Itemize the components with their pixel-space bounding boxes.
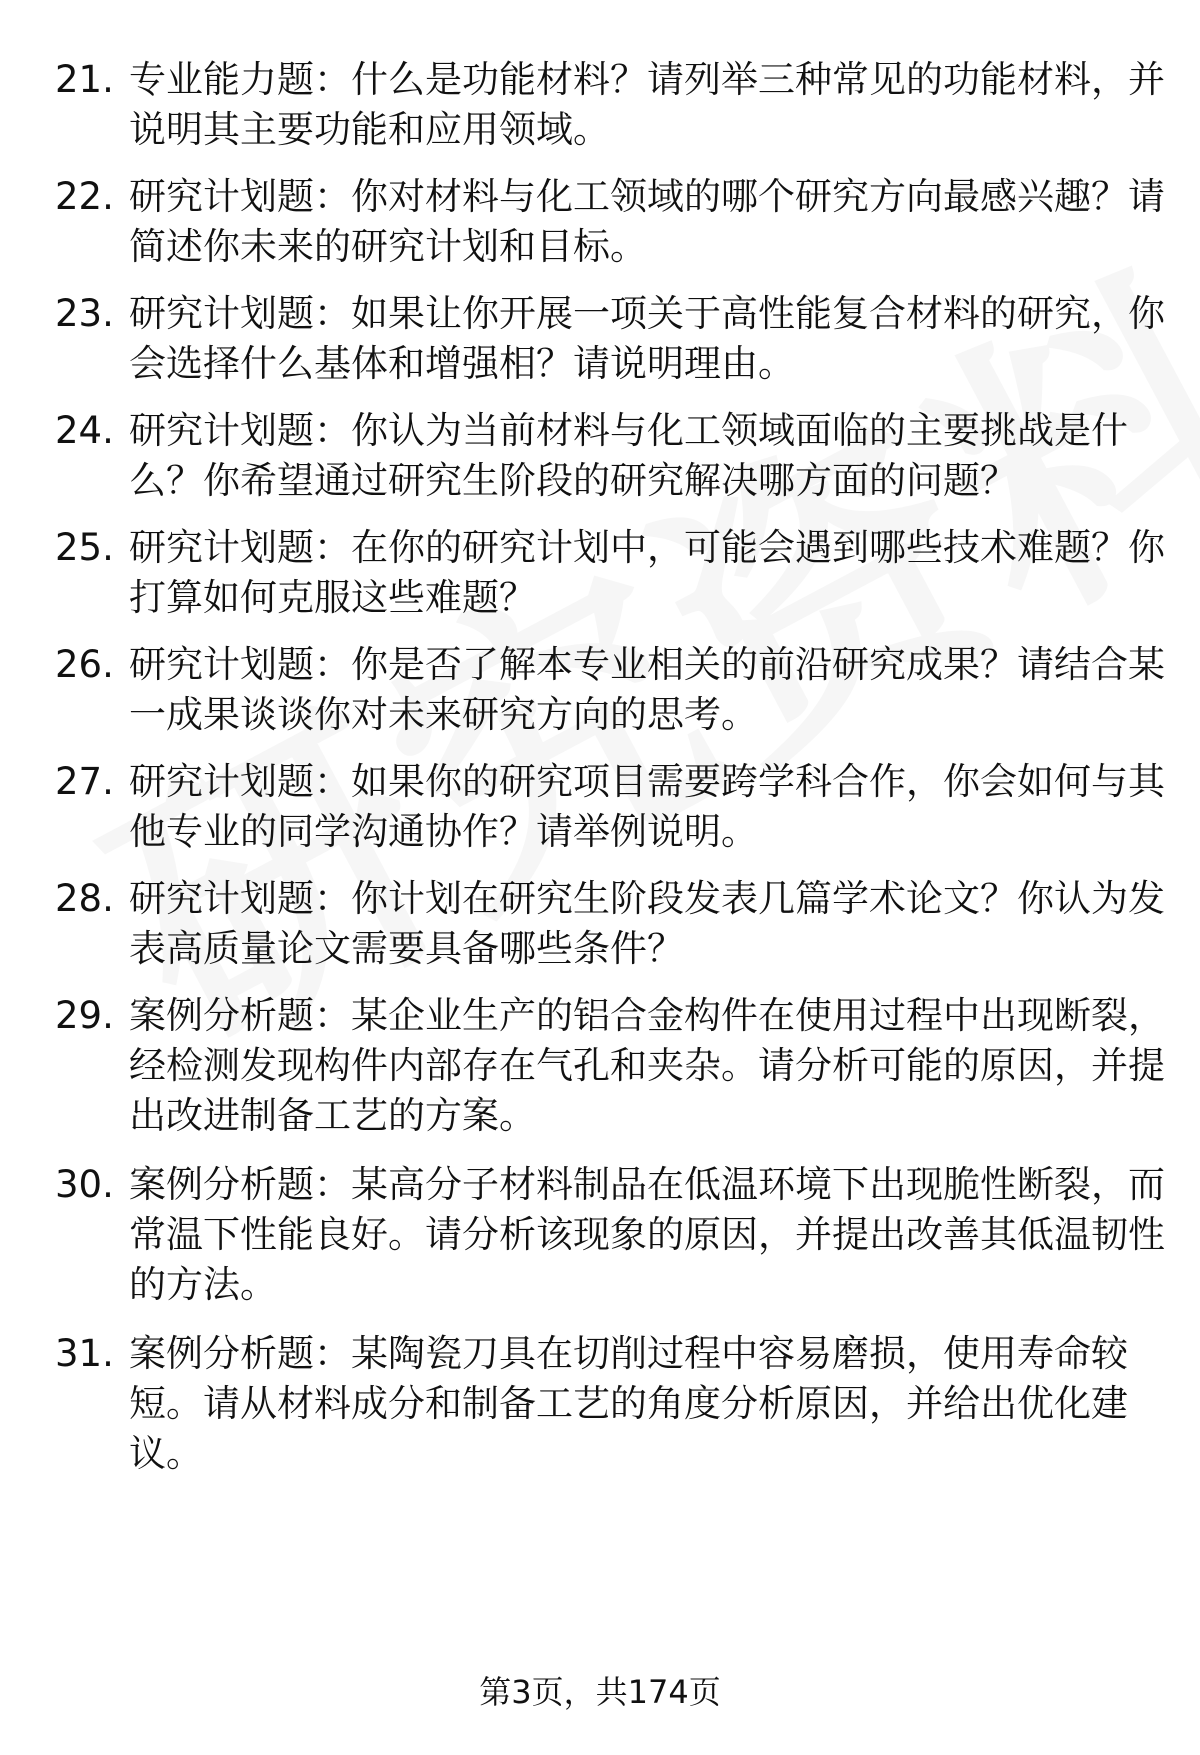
question-line: 案例分析题：某陶瓷刀具在切削过程中容易磨损，使用寿命较 bbox=[129, 1332, 1128, 1375]
question-text bbox=[129, 640, 1165, 740]
question-line: 案例分析题：某高分子材料制品在低温环境下出现脆性断裂，而 bbox=[129, 1163, 1165, 1206]
question-line: 他专业的同学沟通协作？请举例说明。 bbox=[129, 810, 758, 853]
question-number: 30. bbox=[55, 1163, 114, 1206]
page-number-label: 第3页，共174页 bbox=[479, 1673, 721, 1711]
question-line: 说明其主要功能和应用领域。 bbox=[129, 108, 610, 151]
question-text bbox=[129, 172, 1165, 272]
question-line: 常温下性能良好。请分析该现象的原因，并提出改善其低温韧性 bbox=[129, 1213, 1165, 1256]
question-number: 28. bbox=[55, 877, 114, 920]
question-line: 短。请从材料成分和制备工艺的角度分析原因，并给出优化建 bbox=[129, 1382, 1128, 1425]
question-item bbox=[55, 523, 1165, 623]
question-item bbox=[55, 289, 1165, 389]
question-item bbox=[55, 757, 1165, 857]
question-text bbox=[129, 1329, 1129, 1479]
question-text bbox=[129, 55, 1165, 155]
question-line: 么？你希望通过研究生阶段的研究解决哪方面的问题？ bbox=[129, 459, 1017, 502]
question-number: 26. bbox=[55, 643, 114, 686]
question-line: 的方法。 bbox=[129, 1263, 277, 1306]
question-item bbox=[55, 172, 1165, 272]
question-text bbox=[129, 757, 1165, 857]
question-line: 研究计划题：如果让你开展一项关于高性能复合材料的研究，你 bbox=[129, 292, 1165, 335]
question-line: 研究计划题：你计划在研究生阶段发表几篇学术论文？你认为发 bbox=[129, 877, 1165, 920]
question-line: 研究计划题：你认为当前材料与化工领域面临的主要挑战是什 bbox=[129, 409, 1128, 452]
question-line: 议。 bbox=[129, 1432, 203, 1475]
question-line: 经检测发现构件内部存在气孔和夹杂。请分析可能的原因，并提 bbox=[129, 1044, 1165, 1087]
question-line: 会选择什么基体和增强相？请说明理由。 bbox=[129, 342, 795, 385]
question-number: 31. bbox=[55, 1332, 114, 1375]
question-line: 出改进制备工艺的方案。 bbox=[129, 1094, 536, 1137]
question-item bbox=[55, 640, 1165, 740]
question-number: 25. bbox=[55, 526, 114, 569]
question-line: 打算如何克服这些难题？ bbox=[129, 576, 536, 619]
question-text bbox=[129, 406, 1129, 506]
question-number: 27. bbox=[55, 760, 114, 803]
question-text bbox=[129, 523, 1165, 623]
question-line: 一成果谈谈你对未来研究方向的思考。 bbox=[129, 693, 758, 736]
question-number: 22. bbox=[55, 175, 114, 218]
question-line: 研究计划题：你对材料与化工领域的哪个研究方向最感兴趣？请 bbox=[129, 175, 1165, 218]
question-number: 24. bbox=[55, 409, 114, 452]
question-text bbox=[129, 874, 1165, 974]
question-number: 21. bbox=[55, 58, 114, 101]
question-line: 表高质量论文需要具备哪些条件？ bbox=[129, 927, 684, 970]
question-text bbox=[129, 289, 1165, 389]
question-item bbox=[55, 991, 1165, 1141]
question-line: 专业能力题：什么是功能材料？请列举三种常见的功能材料，并 bbox=[129, 58, 1165, 101]
question-item bbox=[55, 874, 1165, 974]
question-line: 研究计划题：你是否了解本专业相关的前沿研究成果？请结合某 bbox=[129, 643, 1165, 686]
question-text bbox=[129, 1160, 1165, 1310]
question-item bbox=[55, 55, 1165, 155]
question-line: 简述你未来的研究计划和目标。 bbox=[129, 225, 647, 268]
question-line: 研究计划题：在你的研究计划中，可能会遇到哪些技术难题？你 bbox=[129, 526, 1165, 569]
question-line: 案例分析题：某企业生产的铝合金构件在使用过程中出现断裂， bbox=[129, 994, 1165, 1037]
question-number: 23. bbox=[55, 292, 114, 335]
question-item bbox=[55, 406, 1155, 506]
question-number: 29. bbox=[55, 994, 114, 1037]
question-line: 研究计划题：如果你的研究项目需要跨学科合作，你会如何与其 bbox=[129, 760, 1165, 803]
question-item bbox=[55, 1329, 1155, 1479]
question-text bbox=[129, 991, 1165, 1141]
page-footer bbox=[0, 1672, 1200, 1712]
question-item bbox=[55, 1160, 1165, 1310]
